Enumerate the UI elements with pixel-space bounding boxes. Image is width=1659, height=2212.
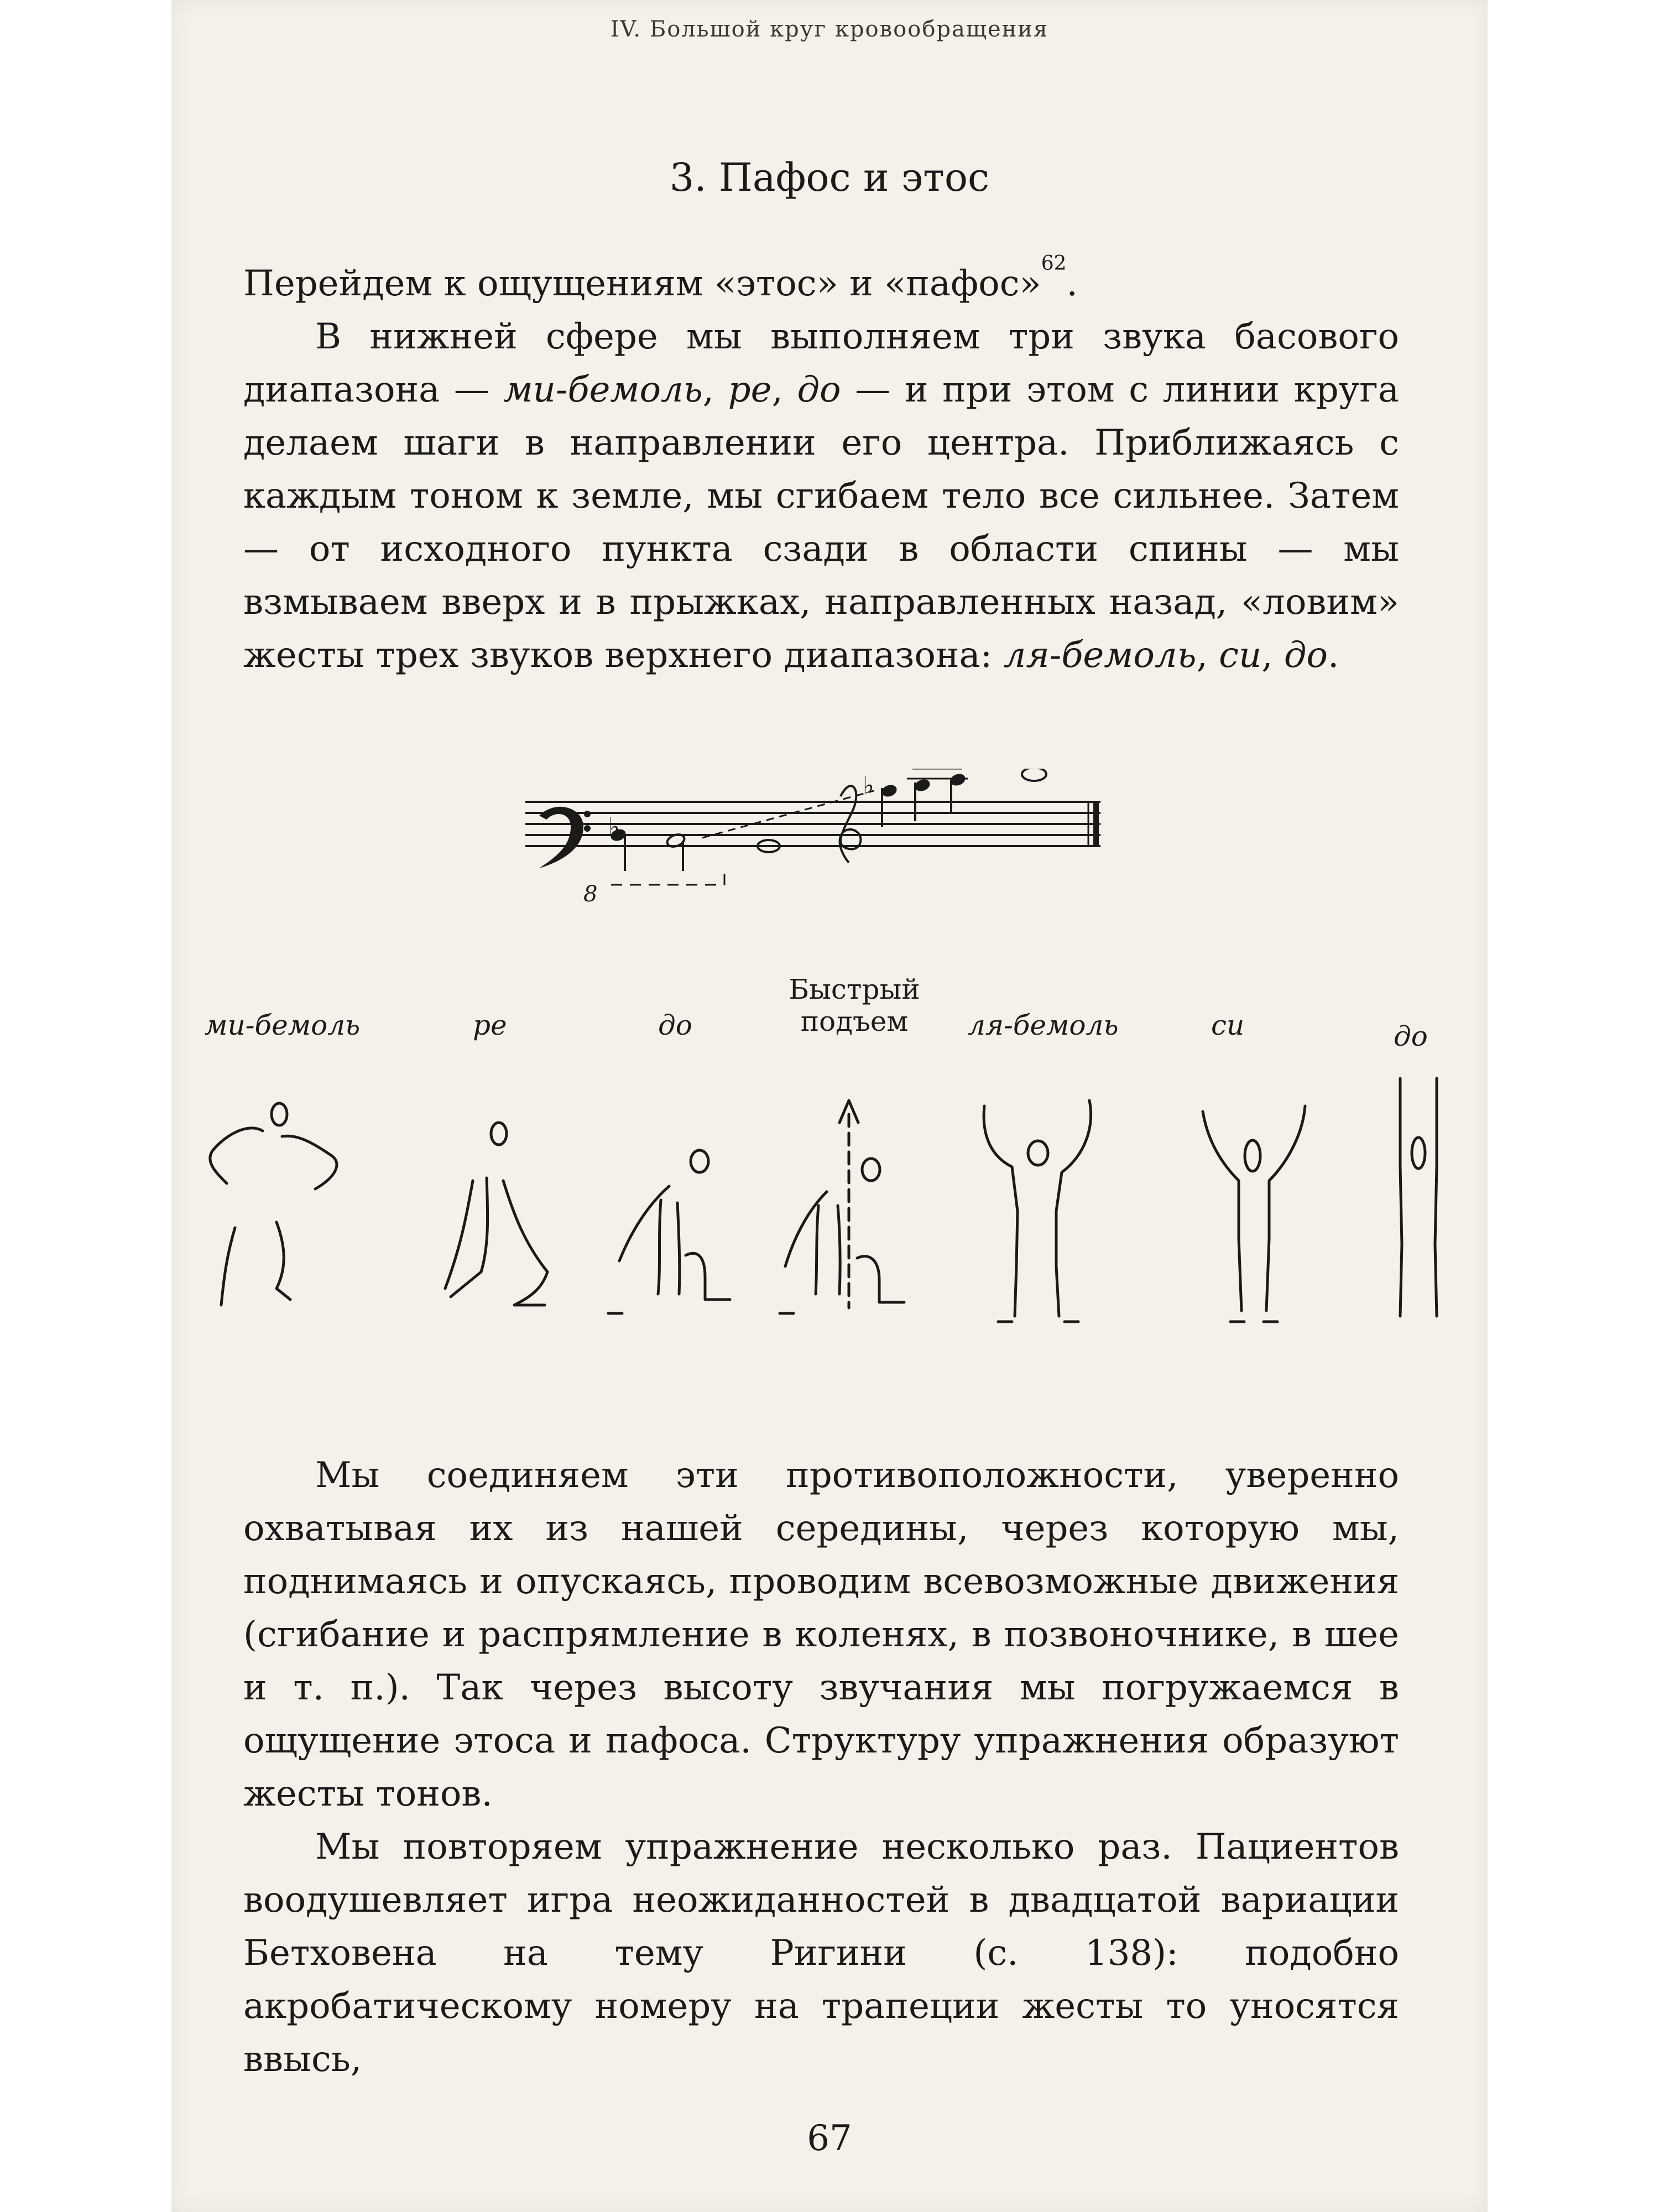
separator: , (702, 369, 728, 410)
label-re: ре (473, 1009, 507, 1041)
label-do-high: до (1394, 1020, 1428, 1052)
octave-mark: 8 (583, 881, 598, 907)
note-si: си (1219, 635, 1262, 676)
label-fast-rise-line2: подъем (800, 1005, 909, 1037)
paragraph-3: Мы соединяем эти противоположности, уверенно охватывая их из нашей середины, через которую мы, поднимаясь и опускаясь, проводим всевозможные движения (сгибание и распрямление в коленях, в позвоночнике, в шее и т. п.). Так через высоту звучания мы погружаемся в ощущение этоса и пафоса. Структуру упражнения образуют жесты тонов. (243, 1455, 1399, 1814)
book-page (171, 0, 1488, 2212)
text-block-bottom (243, 1449, 1399, 2086)
separator: , (1261, 635, 1284, 676)
label-la-bemol: ля-бемоль (968, 1009, 1119, 1041)
note-re: ре (728, 369, 772, 410)
figure-do-high (1400, 1078, 1437, 1316)
paragraph-2-end: . (1327, 635, 1339, 676)
paragraph-1-text: Перейдем к ощущениям «этос» и «пафос» (243, 263, 1041, 304)
paragraph-2-part-a: В нижней сфере мы выполняем три звука басового диапазона — (243, 316, 1399, 410)
gesture-figures (171, 769, 1488, 1460)
paragraph-2-part-b: — и при этом с линии круга делаем шаги в направлении его центра. Приближаясь с каждым тоном к земле, мы сгибаем тело все сильнее. Затем — от исходного пункта сзади в области спины — мы взмываем вверх и в прыжках, направленных назад, «ловим» жесты трех звуков верхнего диапазона: (243, 369, 1400, 676)
note-do-high: до (1284, 635, 1328, 676)
svg-text:♭: ♭ (608, 813, 620, 841)
label-fast-rise-line1: Быстрый (789, 973, 920, 1005)
figure-si (1203, 1106, 1305, 1322)
section-title: 3. Пафос и этос (669, 155, 990, 200)
label-mi-bemol: ми-бемоль (205, 1009, 361, 1041)
paragraph-1 (243, 252, 1399, 310)
note-do: до (797, 369, 841, 410)
paragraph-1-end: . (1066, 263, 1078, 304)
figure-fast-rise (780, 1100, 904, 1313)
page-number: 67 (807, 2118, 852, 2159)
separator: , (1196, 635, 1219, 676)
paragraph-2 (243, 310, 1399, 682)
paragraph-4: Мы повторяем упражнение несколько раз. Пациентов воодушевляет игра неожиданностей в двадцатой вариации Бетховена на тему Ригини (с. 138): подобно акробатическому номеру на трапеции жесты то уносятся ввысь, (243, 1827, 1399, 2080)
text-block-top (243, 252, 1400, 682)
running-head: IV. Большой круг кровообращения (610, 17, 1049, 42)
separator: , (771, 369, 797, 410)
figure-tone-gestures (171, 769, 1488, 1460)
note-la-bemol: ля-бемоль (1003, 635, 1197, 676)
figure-la-bemol (984, 1100, 1091, 1322)
label-do-low: до (658, 1009, 692, 1041)
figure-mi-bemol (210, 1103, 337, 1305)
svg-text:♭: ♭ (863, 771, 874, 800)
label-si: си (1211, 1009, 1245, 1041)
figure-do-low (608, 1150, 730, 1313)
figure-re (445, 1123, 547, 1305)
footnote-ref: 62 (1041, 252, 1067, 275)
note-mi-bemol: ми-бемоль (503, 369, 703, 410)
